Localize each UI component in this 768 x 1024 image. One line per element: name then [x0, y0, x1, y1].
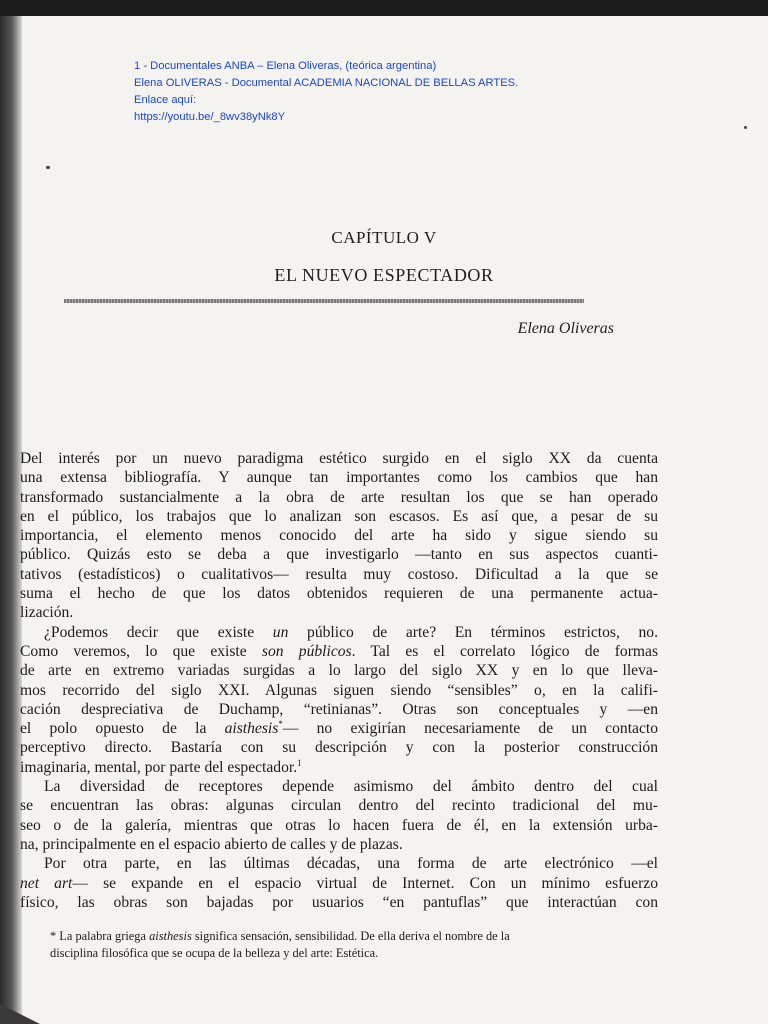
footnote-marker: *: [278, 718, 283, 729]
body-text: [20, 449, 658, 912]
text-run: ¿Podemos decir que existe: [44, 623, 273, 641]
text-line: cación despreciativa de Duchamp, “retinianas”. Otras son conceptuales y —en: [20, 700, 658, 718]
text-run: imaginaria, mental, por parte del espectador.: [20, 758, 298, 776]
text-run: * La palabra griega: [50, 929, 150, 943]
scan-corner-shadow: [0, 1002, 44, 1024]
text-line: importancia, el elemento menos conocido del arte ha sido y sigue siendo su: [20, 527, 658, 545]
emphasis: net art: [20, 874, 73, 892]
emphasis: un: [272, 623, 289, 641]
text-line: [20, 874, 658, 893]
title-rule: [64, 299, 584, 303]
text-line: en el público, los trabajos que lo analizan son escasos. Es así que, a pesar de su: [20, 507, 658, 525]
text-line: na, principalmente en el espacio abierto de calles y de plazas.: [20, 835, 403, 853]
text-run: Como veremos, lo que existe: [20, 642, 262, 660]
text-line: lización.: [20, 604, 74, 622]
text-line: una extensa bibliografía. Y aunque tan importantes como los cambios que han: [20, 469, 658, 487]
text-run: — se expande en el espacio virtual de Internet. Con un mínimo esfuerzo: [72, 874, 658, 892]
text-run: significa sensación, sensibilidad. De ella deriva el nombre de la: [191, 929, 510, 943]
scan-speck: [46, 166, 50, 169]
text-line: [20, 758, 658, 777]
text-line: suma el hecho de que los datos obtenidos requieren de una permanente actua-: [20, 585, 658, 603]
chapter-author: Elena Oliveras: [517, 320, 614, 337]
text-line: seo o de la galería, mientras que otras lo hacen fuera de él, en la extensión urba-: [20, 816, 658, 834]
header-note-line: Enlace aquí:: [134, 94, 197, 106]
text-line: se encuentran las obras: algunas circulan dentro del recinto tradicional del mu-: [20, 797, 658, 815]
text-run: — no exigirían necesariamente de un contacto: [282, 720, 659, 738]
footnote-line: [50, 928, 660, 945]
text-line: La diversidad de receptores depende asimismo del ámbito dentro del cual: [44, 778, 658, 796]
text-line: [20, 719, 658, 738]
text-run: . Tal es el correlato lógico de formas: [351, 642, 659, 660]
text-line: [20, 623, 658, 642]
text-line: Del interés por un nuevo paradigma estético surgido en el siglo XX da cuenta: [20, 450, 658, 467]
footnote-marker: 1: [297, 757, 302, 768]
text-line: de arte en extremo variadas surgidas a lo largo del siglo XX y en lo que lleva-: [20, 662, 658, 680]
emphasis: aisthesis: [224, 720, 279, 738]
text-line: público. Quizás esto se deba a que investigarlo —tanto en sus aspectos cuanti-: [20, 546, 658, 564]
text-line: transformado sustancialmente a la obra de arte resultan los que se han operado: [20, 488, 658, 506]
text-run: el polo opuesto de la: [20, 720, 225, 738]
text-line: tativos (estadísticos) o cualitativos— resulta muy costoso. Dificultad a la que se: [20, 565, 658, 583]
text-line: perceptivo directo. Bastaría con su descripción y con la posterior construcción: [20, 739, 658, 757]
header-note-line: 1 - Documentales ANBA – Elena Oliveras, (teórica argentina): [134, 60, 437, 72]
emphasis: son públicos: [261, 642, 352, 660]
footnote-line: disciplina filosófica que se ocupa de la belleza y del arte: Estética.: [50, 946, 379, 960]
scan-speck: [744, 126, 747, 129]
chapter-label: CAPÍTULO V: [331, 228, 437, 247]
video-link[interactable]: https://youtu.be/_8wv38yNk8Y: [134, 111, 286, 123]
header-note: [134, 58, 518, 126]
emphasis: aisthesis: [149, 929, 192, 943]
scan-binding-shadow: [0, 16, 22, 1024]
chapter-title: EL NUEVO ESPECTADOR: [274, 265, 494, 285]
header-note-line: Elena OLIVERAS - Documental ACADEMIA NACIONAL DE BELLAS ARTES.: [134, 77, 519, 89]
text-run: público de arte? En términos estrictos, no.: [288, 623, 658, 641]
text-line: físico, las obras son bajadas por usuarios “en pantuflas” que interactúan con: [20, 893, 658, 911]
text-line: [20, 642, 658, 661]
footnote: [50, 928, 660, 962]
text-line: mos recorrido del siglo XXI. Algunas siguen siendo “sensibles” o, en la califi-: [20, 681, 658, 699]
text-line: Por otra parte, en las últimas décadas, una forma de arte electrónico —el: [44, 855, 658, 873]
